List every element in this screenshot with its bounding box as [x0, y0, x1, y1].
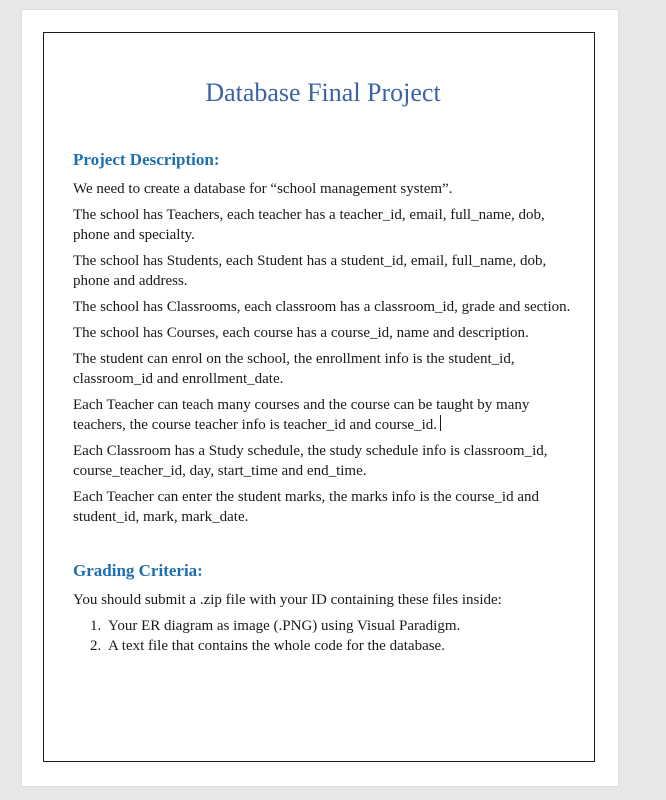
- description-paragraph-with-cursor: [73, 395, 573, 435]
- description-paragraph: The school has Classrooms, each classroom has a classroom_id, grade and section.: [73, 299, 571, 315]
- list-item-text: Your ER diagram as image (.PNG) using Visual Paradigm.: [108, 618, 461, 634]
- description-paragraph: The school has Teachers, each teacher has a teacher_id, email, full_name, dob, phone and specialty.: [73, 207, 545, 243]
- description-paragraph-text: Each Teacher can teach many courses and the course can be taught by many teachers, the course teacher info is teacher_id and course_id.: [73, 397, 530, 433]
- document-page: [22, 10, 618, 786]
- text-cursor: [440, 415, 441, 431]
- description-paragraph: The school has Courses, each course has a course_id, name and description.: [73, 325, 529, 341]
- description-paragraph: Each Classroom has a Study schedule, the study schedule info is classroom_id, course_teacher_id, day, start_time and end_time.: [73, 443, 548, 479]
- document-body[interactable]: [73, 78, 573, 656]
- description-paragraph: The student can enrol on the school, the enrollment info is the student_id, classroom_id and enrollment_date.: [73, 351, 515, 387]
- grading-list: [73, 616, 573, 656]
- grading-intro: You should submit a .zip file with your ID containing these files inside:: [73, 592, 502, 608]
- description-paragraph: We need to create a database for “school management system”.: [73, 181, 453, 197]
- grading-criteria-heading: Grading Criteria:: [73, 561, 203, 580]
- project-description-heading: Project Description:: [73, 150, 220, 169]
- description-paragraph: Each Teacher can enter the student marks, the marks info is the course_id and student_id, mark, mark_date.: [73, 489, 540, 525]
- list-item-text: A text file that contains the whole code for the database.: [108, 638, 445, 654]
- description-paragraph: The school has Students, each Student has a student_id, email, full_name, dob, phone and address.: [73, 253, 547, 289]
- list-item: [73, 616, 573, 636]
- document-title: Database Final Project: [205, 78, 441, 107]
- list-item: [73, 636, 573, 656]
- list-item-number: 1.: [90, 618, 102, 634]
- list-item-number: 2.: [90, 638, 102, 654]
